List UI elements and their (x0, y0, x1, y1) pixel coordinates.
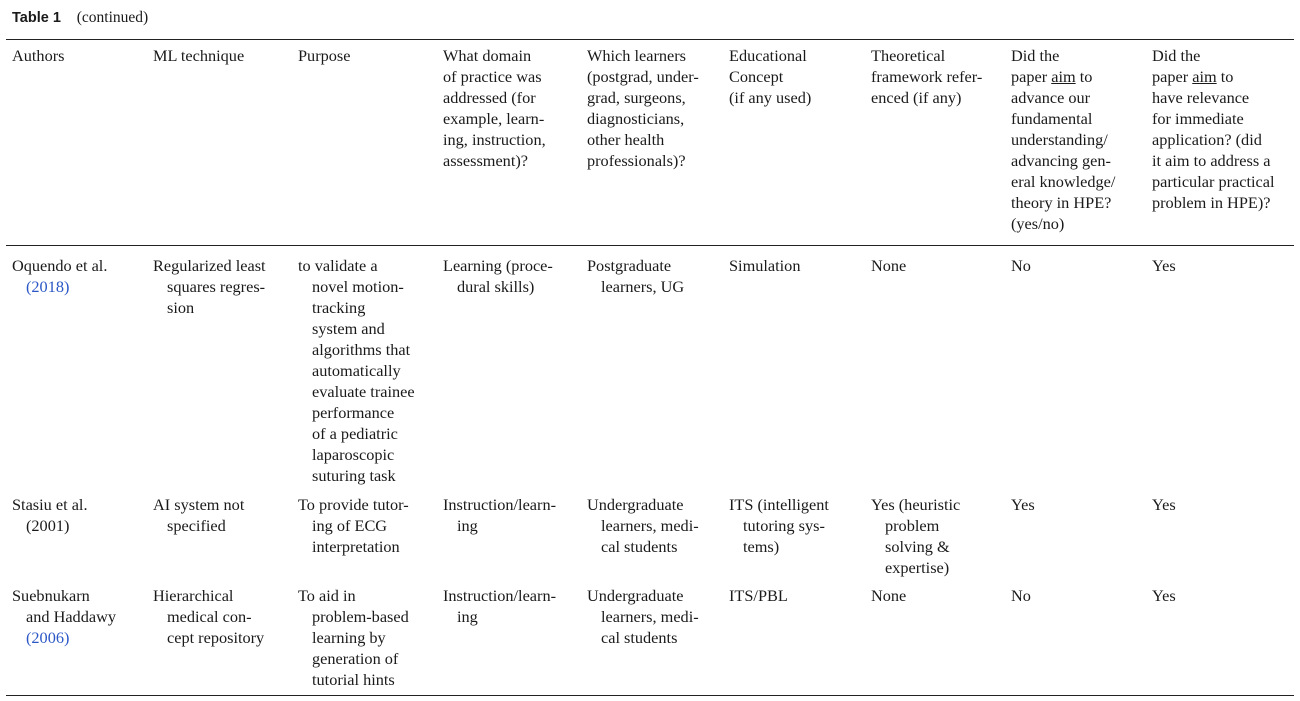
header-line: it aim to address a (1152, 151, 1271, 170)
cell-ml-technique (153, 494, 244, 536)
cell-purpose (298, 255, 415, 486)
cell-line: to validate a (298, 256, 378, 275)
header-line: What domain (443, 46, 532, 65)
cell-authors (12, 255, 107, 297)
header-line: application? (did (1152, 130, 1262, 149)
cell-practical-aim (1152, 585, 1176, 606)
cell-line: Learning (proce- (443, 256, 553, 275)
citation-link[interactable]: (2018) (26, 277, 70, 296)
header-domain (443, 45, 546, 171)
cell-line: cal students (601, 628, 678, 647)
header-line: advance our (1011, 88, 1091, 107)
cell-line: ing (457, 607, 478, 626)
header-line: Purpose (298, 46, 351, 65)
cell-domain (443, 255, 553, 297)
cell-line: evaluate trainee (312, 382, 415, 401)
header-line: fundamental (1011, 109, 1093, 128)
cell-domain (443, 585, 556, 627)
cell-line: of a pediatric (312, 424, 398, 443)
header-line: understanding/ (1011, 130, 1108, 149)
cell-line: No (1011, 256, 1031, 275)
cell-line: solving & (885, 537, 950, 556)
cell-line: AI system not (153, 495, 245, 514)
cell-educational-concept (729, 255, 800, 276)
cell-theoretical-framework (871, 494, 960, 578)
cell-practical-aim (1152, 255, 1176, 276)
underlined-aim: aim (1192, 67, 1217, 86)
cell-line: and Haddawy (26, 607, 116, 626)
cell-line: learning by (312, 628, 386, 647)
cell-line: problem (885, 516, 940, 535)
cell-educational-concept (729, 585, 788, 606)
cell-line: None (871, 586, 907, 605)
cell-line: dural skills) (457, 277, 535, 296)
cell-line: ITS (intelligent (729, 495, 829, 514)
header-line: advancing gen- (1011, 151, 1111, 170)
header-line: professionals)? (587, 151, 686, 170)
cell-line: suturing task (312, 466, 396, 485)
header-line: of practice was (443, 67, 542, 86)
cell-line: Yes (1011, 495, 1035, 514)
cell-line: expertise) (885, 558, 950, 577)
header-line: Which learners (587, 46, 686, 65)
cell-line: Yes (1152, 495, 1176, 514)
table-caption (12, 9, 148, 27)
header-line: Educational (729, 46, 807, 65)
cell-line: ing (457, 516, 478, 535)
cell-theoretical-framework (871, 585, 906, 606)
underlined-aim: aim (1051, 67, 1076, 86)
header-line: Did the (1152, 46, 1201, 65)
header-line: paper aim to (1152, 67, 1234, 86)
cell-line: medical con- (167, 607, 252, 626)
header-line: ML technique (153, 46, 245, 65)
cell-line: cept repository (167, 628, 265, 647)
cell-learners (587, 255, 684, 297)
header-line: other health (587, 130, 665, 149)
table-continued: (continued) (76, 9, 149, 26)
cell-domain (443, 494, 556, 536)
cell-line: None (871, 256, 907, 275)
cell-line: ing of ECG (312, 516, 388, 535)
header-line: Concept (729, 67, 784, 86)
cell-line: algorithms that (312, 340, 411, 359)
cell-line: Instruction/learn- (443, 495, 557, 514)
cell-line: Yes (heuristic (871, 495, 961, 514)
header-ml-technique (153, 45, 244, 66)
header-educational-concept (729, 45, 811, 108)
cell-line: Yes (1152, 586, 1176, 605)
header-line: have relevance (1152, 88, 1250, 107)
cell-line: Postgraduate (587, 256, 672, 275)
cell-line: Undergraduate (587, 586, 684, 605)
cell-line: To provide tutor- (298, 495, 409, 514)
bottom-rule (6, 695, 1294, 696)
cell-line: tems) (743, 537, 780, 556)
cell-line: learners, medi- (601, 516, 699, 535)
cell-line: To aid in (298, 586, 356, 605)
header-practical-aim (1152, 45, 1274, 213)
cell-ml-technique (153, 585, 264, 648)
header-line: framework refer- (871, 67, 983, 86)
cell-line: tutoring sys- (743, 516, 825, 535)
cell-educational-concept (729, 494, 829, 557)
header-line: ing, instruction, (443, 130, 546, 149)
cell-line: tutorial hints (312, 670, 395, 689)
cell-line: Yes (1152, 256, 1176, 275)
header-line: example, learn- (443, 109, 545, 128)
header-line: particular practical (1152, 172, 1275, 191)
cell-line: tracking (312, 298, 366, 317)
cell-line: Regularized least (153, 256, 266, 275)
cell-line: specified (167, 516, 226, 535)
cell-line: performance (312, 403, 395, 422)
header-learners (587, 45, 699, 171)
cell-line: novel motion- (312, 277, 404, 296)
header-line: problem in HPE)? (1152, 193, 1271, 212)
header-line: assessment)? (443, 151, 528, 170)
header-purpose (298, 45, 350, 66)
cell-line: learners, UG (601, 277, 685, 296)
header-line: for immediate (1152, 109, 1244, 128)
cell-line: sion (167, 298, 195, 317)
cell-line: learners, medi- (601, 607, 699, 626)
cell-line: system and (312, 319, 385, 338)
cell-line: Stasiu et al. (12, 495, 88, 514)
top-rule (6, 39, 1294, 40)
cell-line: problem-based (312, 607, 409, 626)
header-line: (yes/no) (1011, 214, 1065, 233)
header-line: enced (if any) (871, 88, 962, 107)
cell-line: generation of (312, 649, 399, 668)
cell-authors (12, 494, 88, 536)
header-theoretical-framework (871, 45, 982, 108)
cell-line: Hierarchical (153, 586, 234, 605)
header-line: Theoretical (871, 46, 946, 65)
header-line: addressed (for (443, 88, 536, 107)
header-line: Authors (12, 46, 65, 65)
header-line: theory in HPE? (1011, 193, 1112, 212)
header-line: (if any used) (729, 88, 812, 107)
citation-link[interactable]: (2006) (26, 628, 70, 647)
cell-line: Suebnukarn (12, 586, 90, 605)
header-line: grad, surgeons, (587, 88, 686, 107)
cell-line: Undergraduate (587, 495, 684, 514)
cell-line: (2001) (26, 516, 70, 535)
cell-fundamental-aim (1011, 255, 1031, 276)
cell-learners (587, 585, 699, 648)
cell-practical-aim (1152, 494, 1176, 515)
cell-fundamental-aim (1011, 585, 1031, 606)
cell-line: Instruction/learn- (443, 586, 557, 605)
cell-authors (12, 585, 116, 648)
header-line: (postgrad, under- (587, 67, 699, 86)
cell-line: Oquendo et al. (12, 256, 108, 275)
cell-learners (587, 494, 699, 557)
cell-ml-technique (153, 255, 266, 318)
cell-line: cal students (601, 537, 678, 556)
header-line: paper aim to (1011, 67, 1093, 86)
cell-line: interpretation (312, 537, 400, 556)
cell-theoretical-framework (871, 255, 906, 276)
header-fundamental-aim (1011, 45, 1115, 234)
cell-line: ITS/PBL (729, 586, 788, 605)
header-line: eral knowledge/ (1011, 172, 1116, 191)
cell-purpose (298, 585, 409, 690)
cell-line: laparoscopic (312, 445, 395, 464)
cell-line: squares regres- (167, 277, 266, 296)
cell-line: Simulation (729, 256, 801, 275)
header-line: Did the (1011, 46, 1060, 65)
header-rule (6, 245, 1294, 246)
cell-line: No (1011, 586, 1031, 605)
cell-fundamental-aim (1011, 494, 1035, 515)
table-label: Table 1 (12, 10, 61, 26)
header-authors (12, 45, 64, 66)
cell-purpose (298, 494, 409, 557)
cell-line: automatically (312, 361, 401, 380)
header-line: diagnosticians, (587, 109, 685, 128)
